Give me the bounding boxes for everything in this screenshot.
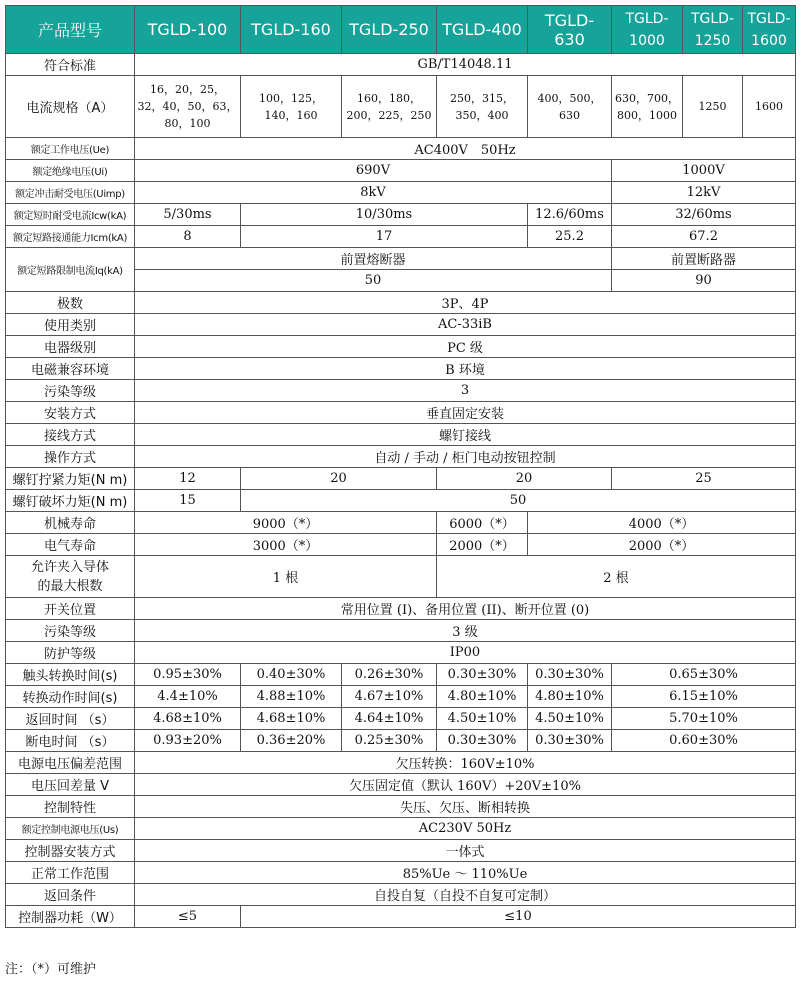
header-model: TGLD- 1250 [683,6,743,54]
cell-value: 0.30±30% [437,730,528,752]
cell-value: 常用位置 (I)、备用位置 (II)、断开位置 (0) [135,598,796,620]
cell-value: 16，20，25， 32，40，50，63， 80，100 [135,76,241,138]
row-label: 触头转换时间(s) [6,664,135,686]
row-label: 防护等级 [6,642,135,664]
cell-value: 4.80±10% [437,686,528,708]
cell-value: 垂直固定安装 [135,402,796,424]
table-row [6,446,796,468]
row-label: 污染等级 [6,620,135,642]
table-row [6,752,796,774]
row-label: 接线方式 [6,424,135,446]
table-row [6,818,796,840]
cell-value: 0.30±30% [437,664,528,686]
header-model: TGLD- 1600 [743,6,796,54]
row-label: 安装方式 [6,402,135,424]
table-row [6,160,796,182]
footnote: 注：（*）可维护 [5,962,97,977]
cell-value: 4.67±10% [342,686,437,708]
cell-value: 3 [135,380,796,402]
cell-value: 自动 / 手动 / 柜门电动按钮控制 [135,446,796,468]
cell-value: B 环境 [135,358,796,380]
table-row [6,534,796,556]
cell-value: 0.26±30% [342,664,437,686]
cell-value: 4.4±10% [135,686,241,708]
cell-value: 前置熔断器 [135,248,612,270]
cell-value: 50 [135,270,612,292]
row-label: 符合标准 [6,54,135,76]
cell-value: 630，700， 800，1000 [612,76,683,138]
table-row [6,182,796,204]
cell-value: 4.50±10% [528,708,612,730]
cell-value: 2 根 [437,556,796,598]
cell-value: 400，500，630 [528,76,612,138]
header-model: TGLD- 1000 [612,6,683,54]
cell-value: 10/30ms [241,204,528,226]
cell-value: 15 [135,490,241,512]
table-row [6,468,796,490]
table-row [6,840,796,862]
cell-value: 12.6/60ms [528,204,612,226]
cell-value: AC400V 50Hz [135,138,796,160]
header-model: TGLD-400 [437,6,528,54]
cell-value: 12 [135,468,241,490]
cell-value: 5.70±10% [612,708,796,730]
cell-value: 85%Ue ～ 110%Ue [135,862,796,884]
cell-value: 50 [241,490,796,512]
row-label: 电气寿命 [6,534,135,556]
cell-value: AC-33iB [135,314,796,336]
cell-value: 4.64±10% [342,708,437,730]
row-label: 正常工作范围 [6,862,135,884]
table-row [6,336,796,358]
cell-value: 0.40±30% [241,664,342,686]
cell-value: 20 [437,468,612,490]
table-row [6,138,796,160]
cell-value: 2000（*） [528,534,796,556]
cell-value: 一体式 [135,840,796,862]
row-label: 额定短时耐受电流Icw(kA) [6,204,135,226]
cell-value: 0.95±30% [135,664,241,686]
cell-value: 3P、4P [135,292,796,314]
cell-value: 0.30±30% [528,730,612,752]
table-row [6,314,796,336]
row-label: 操作方式 [6,446,135,468]
cell-value: 0.36±20% [241,730,342,752]
cell-value: 4.88±10% [241,686,342,708]
table-row [6,796,796,818]
table-row [6,906,796,928]
table-row [6,862,796,884]
row-label: 允许夹入导体 的最大根数 [6,556,135,598]
row-label: 污染等级 [6,380,135,402]
cell-value: 67.2 [612,226,796,248]
row-label: 额定控制电源电压(Us) [6,818,135,840]
table-row [6,248,796,270]
row-label: 螺钉拧紧力矩(N m) [6,468,135,490]
cell-value: AC230V 50Hz [135,818,796,840]
cell-value: 4.68±10% [241,708,342,730]
row-label: 控制特性 [6,796,135,818]
table-row [6,884,796,906]
cell-value: 欠压固定值（默认 160V）+20V±10% [135,774,796,796]
cell-value: 160，180， 200，225，250 [342,76,437,138]
row-label: 极数 [6,292,135,314]
cell-value: 2000（*） [437,534,528,556]
cell-value: 0.93±20% [135,730,241,752]
row-label: 机械寿命 [6,512,135,534]
header-row [6,6,796,54]
table-row [6,664,796,686]
cell-value: 失压、欠压、断相转换 [135,796,796,818]
cell-value: 100，125， 140，160 [241,76,342,138]
cell-value: 8 [135,226,241,248]
table-row [6,708,796,730]
table-row [6,204,796,226]
table-row [6,54,796,76]
cell-value: 欠压转换：160V±10% [135,752,796,774]
cell-value: 螺钉接线 [135,424,796,446]
row-label: 额定短路接通能力Icm(kA) [6,226,135,248]
row-label: 电磁兼容环境 [6,358,135,380]
cell-value: GB/T14048.11 [135,54,796,76]
cell-value: 4000（*） [528,512,796,534]
cell-value: 12kV [612,182,796,204]
cell-value: 4.50±10% [437,708,528,730]
cell-value: 17 [241,226,528,248]
cell-value: 5/30ms [135,204,241,226]
cell-value: 9000（*） [135,512,437,534]
row-label: 电源电压偏差范围 [6,752,135,774]
table-row [6,556,796,598]
row-label: 电压回差量 V [6,774,135,796]
cell-value: 32/60ms [612,204,796,226]
cell-value: IP00 [135,642,796,664]
spec-table [5,5,796,928]
row-label: 电器级别 [6,336,135,358]
table-row [6,76,796,138]
table-row [6,730,796,752]
cell-value: 0.65±30% [612,664,796,686]
cell-value: 1000V [612,160,796,182]
row-label: 返回时间 （s） [6,708,135,730]
table-row [6,358,796,380]
header-model: TGLD-100 [135,6,241,54]
cell-value: 25.2 [528,226,612,248]
cell-value: 1600 [743,76,796,138]
row-label: 控制器功耗（W） [6,906,135,928]
cell-value: ≤10 [241,906,796,928]
cell-value: 4.80±10% [528,686,612,708]
row-label: 开关位置 [6,598,135,620]
row-label: 控制器安装方式 [6,840,135,862]
cell-value: 250，315， 350，400 [437,76,528,138]
cell-value: 690V [135,160,612,182]
row-label: 转换动作时间(s) [6,686,135,708]
row-label: 使用类别 [6,314,135,336]
cell-value: 0.25±30% [342,730,437,752]
header-model: TGLD-160 [241,6,342,54]
table-row [6,402,796,424]
header-model: TGLD-250 [342,6,437,54]
cell-value: 3000（*） [135,534,437,556]
header-product-model: 产品型号 [6,6,135,54]
cell-value: 自投自复（自投不自复可定制） [135,884,796,906]
cell-value: ≤5 [135,906,241,928]
cell-value: 0.30±30% [528,664,612,686]
table-row [6,380,796,402]
table-row [6,686,796,708]
row-label: 返回条件 [6,884,135,906]
row-label: 螺钉破坏力矩(N m) [6,490,135,512]
cell-value: 8kV [135,182,612,204]
cell-value: 6.15±10% [612,686,796,708]
table-row [6,226,796,248]
cell-value: PC 级 [135,336,796,358]
cell-value: 前置断路器 [612,248,796,270]
row-label: 断电时间 （s） [6,730,135,752]
cell-value: 4.68±10% [135,708,241,730]
cell-value: 90 [612,270,796,292]
cell-value: 25 [612,468,796,490]
cell-value: 6000（*） [437,512,528,534]
table-row [6,620,796,642]
table-row [6,774,796,796]
row-label: 电流规格（A） [6,76,135,138]
row-label: 额定冲击耐受电压(Uimp) [6,182,135,204]
cell-value: 3 级 [135,620,796,642]
table-row [6,490,796,512]
cell-value: 1 根 [135,556,437,598]
table-row [6,424,796,446]
row-label: 额定工作电压(Ue) [6,138,135,160]
table-row [6,292,796,314]
header-model: TGLD-630 [528,6,612,54]
cell-value: 0.60±30% [612,730,796,752]
row-label: 额定短路限制电流Iq(kA) [6,248,135,292]
row-label: 额定绝缘电压(Ui) [6,160,135,182]
table-row [6,512,796,534]
cell-value: 1250 [683,76,743,138]
cell-value: 20 [241,468,437,490]
table-row [6,598,796,620]
table-row [6,642,796,664]
